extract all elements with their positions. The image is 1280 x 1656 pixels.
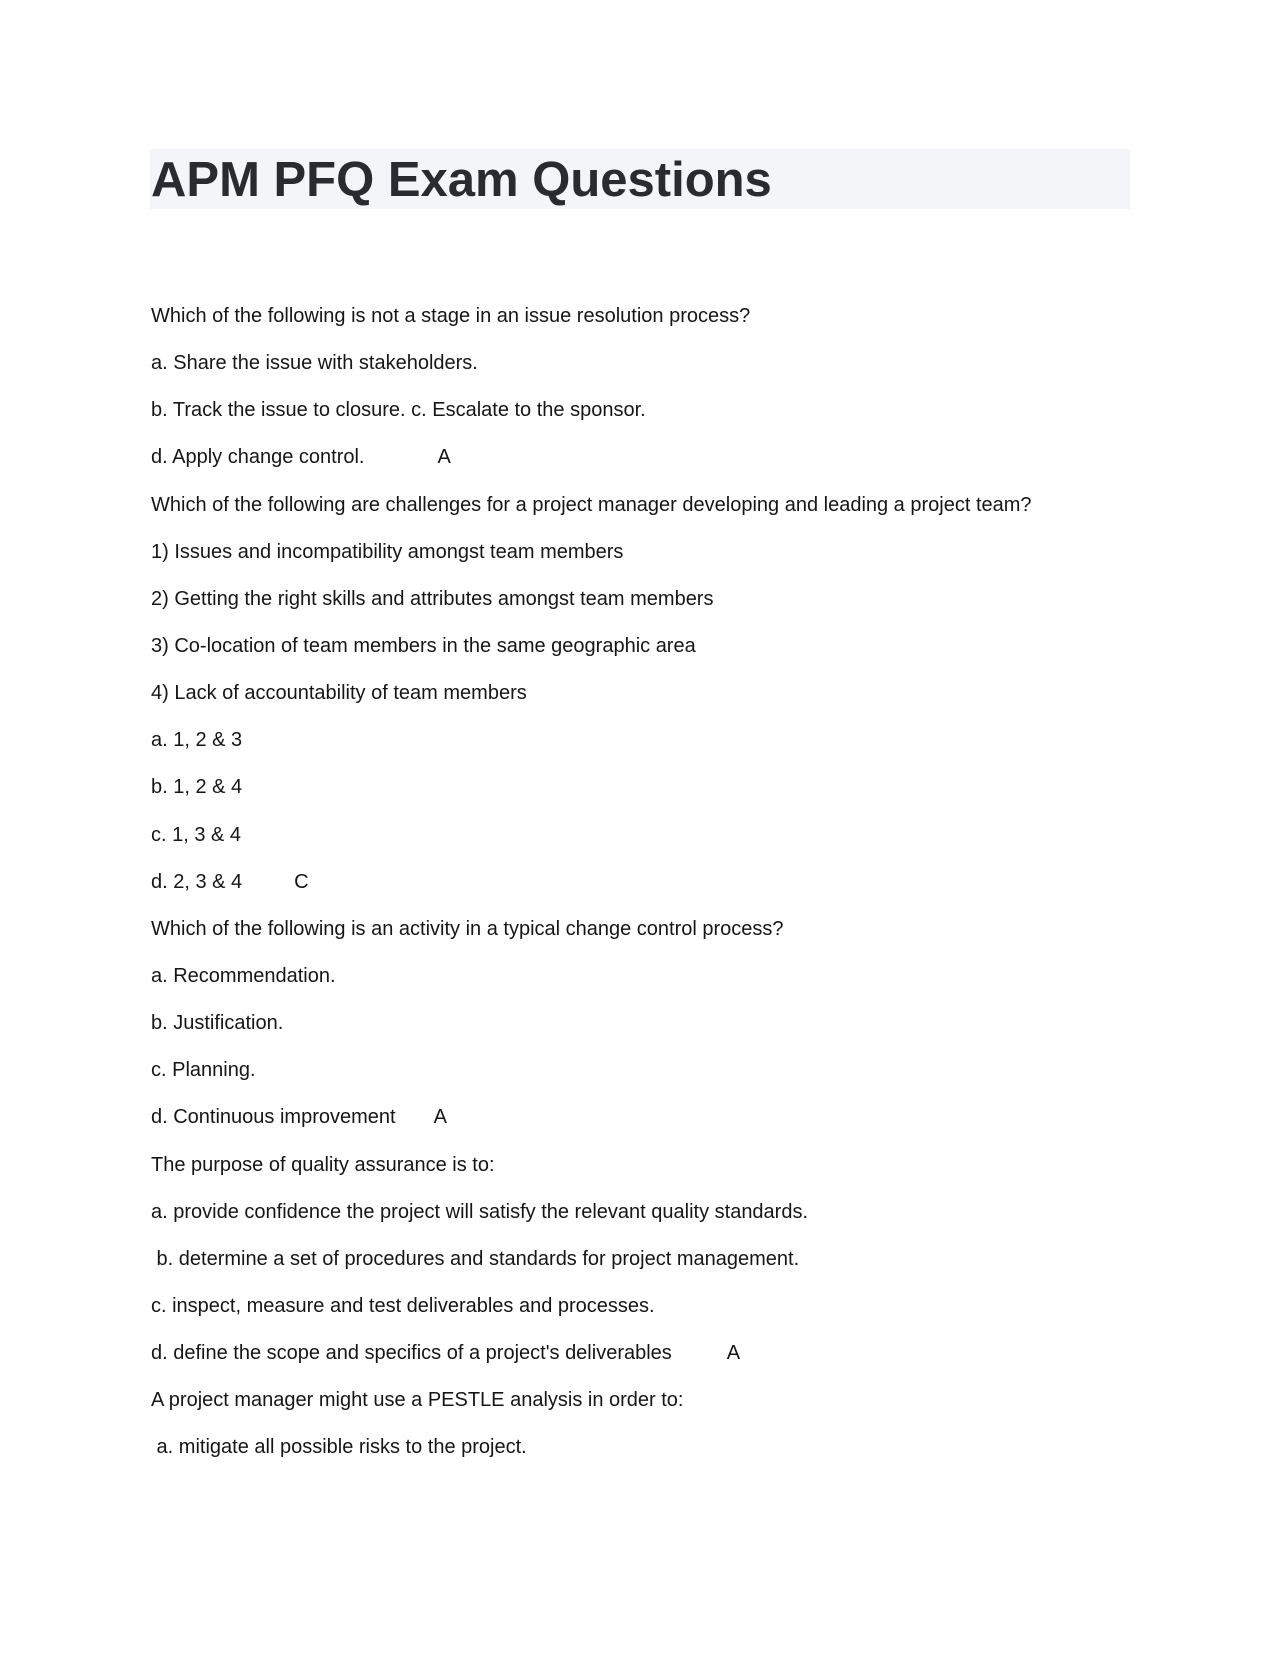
question-list [151, 298, 1151, 1477]
line-text: Which of the following is not a stage in an issue resolution process? [151, 305, 751, 327]
line-text: c. Planning. [151, 1059, 256, 1082]
answer-option [151, 1335, 1151, 1382]
answer-option [151, 817, 1151, 864]
line-text: c. 1, 3 & 4 [151, 823, 242, 846]
correct-answer: A [726, 1342, 741, 1365]
line-text: Which of the following are challenges for a project manager developing and leading a project team? [151, 493, 1032, 516]
list-item [151, 675, 1151, 722]
correct-answer: A [437, 446, 451, 469]
line-text: 4) Lack of accountability of team members [151, 682, 527, 705]
answer-option [151, 345, 1151, 392]
line-text: d. Continuous improvement [151, 1106, 396, 1129]
question-text [151, 1147, 1151, 1194]
answer-option [151, 864, 1151, 911]
answer-option [151, 1099, 1151, 1146]
answer-option [151, 1005, 1151, 1052]
line-text: d. 2, 3 & 4 [151, 870, 243, 893]
line-text: Which of the following is an activity in a typical change control process? [151, 917, 784, 940]
question-text [151, 487, 1151, 534]
line-text: d. Apply change control. [151, 446, 365, 469]
question-text [151, 298, 1151, 345]
line-text: A project manager might use a PESTLE analysis in order to: [151, 1389, 684, 1412]
line-text: d. define the scope and specifics of a project's deliverables [151, 1342, 672, 1365]
list-item [151, 534, 1151, 581]
line-text: b. Justification. [151, 1012, 284, 1035]
question-text [151, 1382, 1151, 1429]
answer-option [151, 1429, 1151, 1476]
list-item [151, 581, 1151, 628]
answer-option [151, 722, 1151, 769]
line-text: b. 1, 2 & 4 [151, 776, 243, 799]
answer-option [151, 1288, 1151, 1335]
correct-answer: A [433, 1106, 447, 1129]
line-text: The purpose of quality assurance is to: [151, 1153, 495, 1176]
question-text [151, 911, 1151, 958]
line-text: c. inspect, measure and test deliverables and processes. [151, 1294, 655, 1317]
line-text: 1) Issues and incompatibility amongst team members [151, 540, 624, 563]
page-title: APM PFQ Exam Questions [151, 153, 772, 207]
answer-option [151, 958, 1151, 1005]
line-text: a. Share the issue with stakeholders. [151, 352, 478, 375]
line-text: 2) Getting the right skills and attributes amongst team members [151, 587, 714, 610]
line-text: b. Track the issue to closure. c. Escalate to the sponsor. [151, 399, 646, 422]
answer-option [151, 1194, 1151, 1241]
answer-option [151, 439, 1151, 486]
line-text: a. Recommendation. [151, 964, 336, 987]
answer-option [151, 1052, 1151, 1099]
line-text: b. determine a set of procedures and standards for project management. [151, 1247, 800, 1270]
answer-option [151, 1241, 1151, 1288]
line-text: a. mitigate all possible risks to the project. [151, 1436, 527, 1459]
line-text: a. 1, 2 & 3 [151, 729, 243, 752]
answer-option [151, 769, 1151, 816]
correct-answer: C [294, 870, 309, 893]
line-text: a. provide confidence the project will satisfy the relevant quality standards. [151, 1200, 809, 1223]
list-item [151, 628, 1151, 675]
answer-option [151, 392, 1151, 439]
line-text: 3) Co-location of team members in the same geographic area [151, 634, 696, 657]
